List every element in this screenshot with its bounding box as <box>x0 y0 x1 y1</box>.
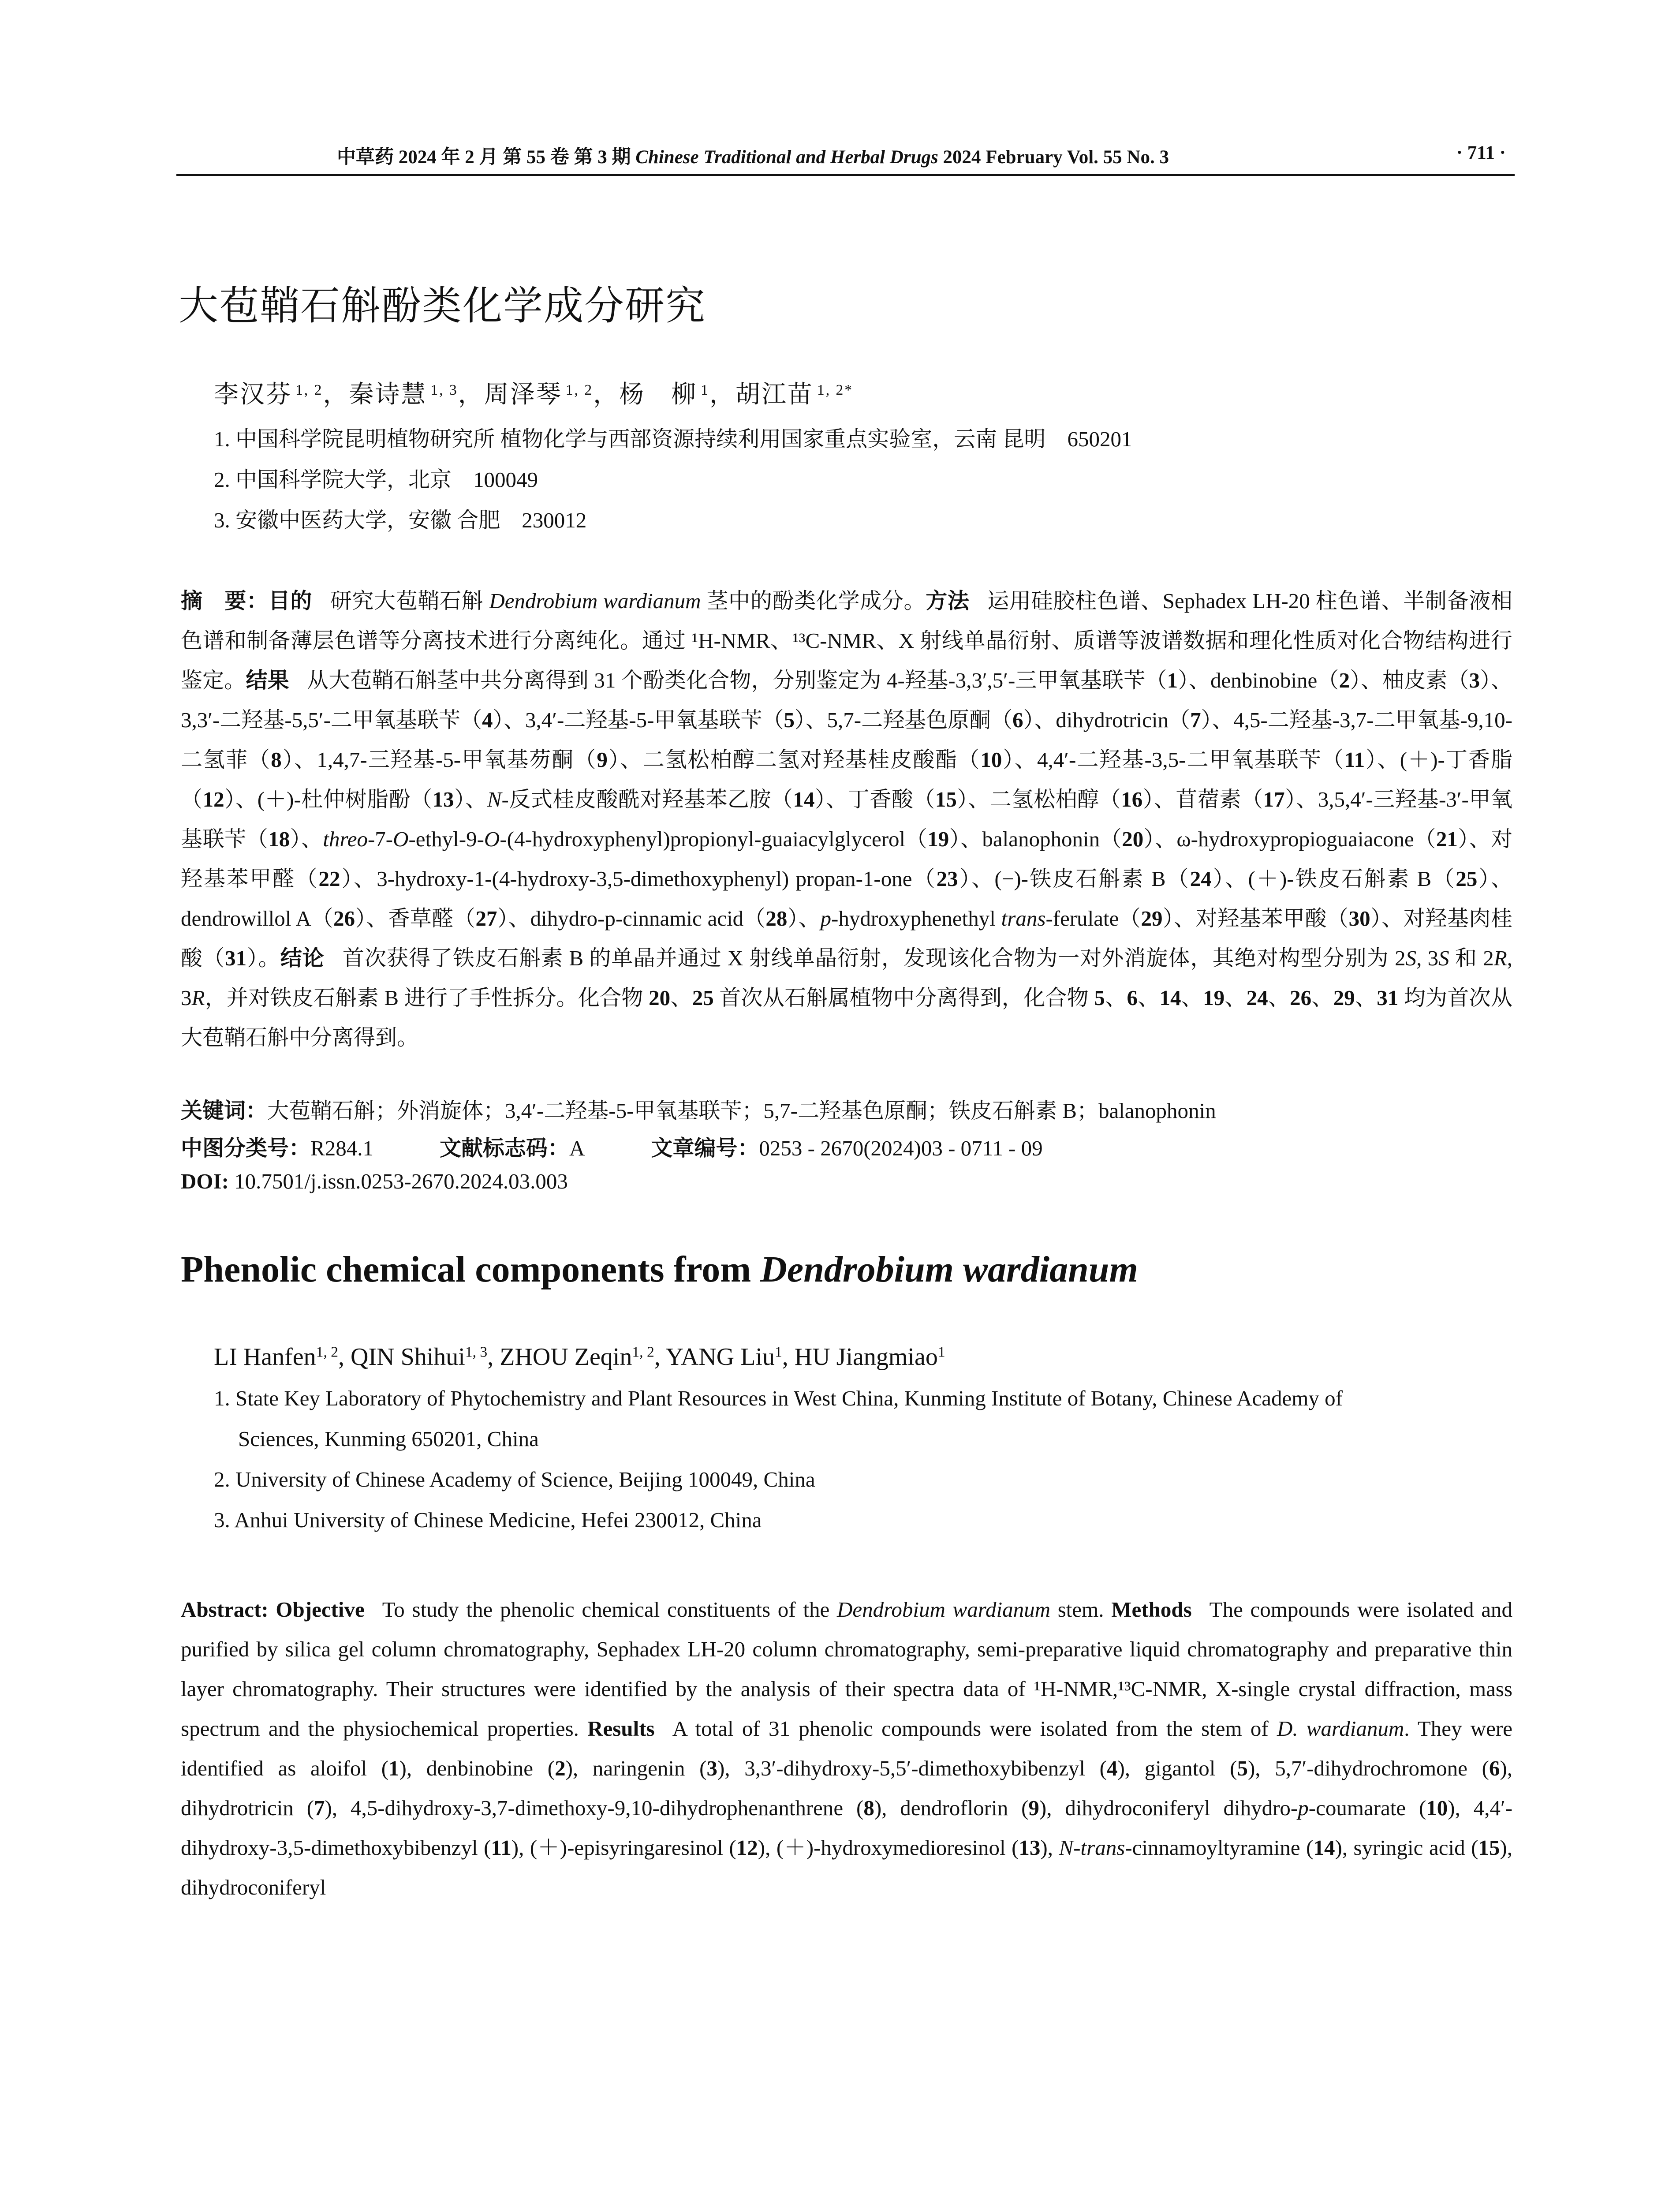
author-affiliation-mark: 1, 3 <box>430 381 458 398</box>
affiliations-en <box>214 1378 1519 1540</box>
affiliation-item: 2. University of Chinese Academy of Science, Beijing 100049, China <box>214 1467 815 1491</box>
results-text: ）、对羟基苯甲酸（ <box>1162 906 1349 931</box>
title-en-plain: Phenolic chemical components from <box>181 1249 761 1290</box>
abstract-en-bold: 12 <box>736 1835 758 1860</box>
abstract-en-text: -cinnamoyltyramine ( <box>1125 1835 1314 1860</box>
conclusion-italic: S <box>1405 946 1417 970</box>
results-text: ）、香草醛（ <box>355 906 476 931</box>
results-bold: 30 <box>1348 906 1370 931</box>
author-affiliation-mark: 1, 2 <box>295 381 323 398</box>
results-bold: 2 <box>1339 668 1350 692</box>
author-separator: , <box>487 1343 500 1371</box>
conclusion-bold: 29 <box>1333 986 1355 1010</box>
results-bold: 4 <box>482 708 493 732</box>
abstract-en-italic: p <box>1298 1796 1309 1820</box>
journal-name-en: Chinese Traditional and Herbal Drugs <box>635 147 938 168</box>
conclusion-italic: R <box>1493 946 1507 970</box>
author-separator: , <box>654 1343 666 1371</box>
results-bold: 10 <box>980 747 1002 772</box>
conclusion-bold: 14 <box>1159 986 1181 1010</box>
results-text: -ferulate（ <box>1045 906 1141 931</box>
conclusion-bold: 20 <box>649 986 671 1010</box>
abstract-en-bold: 5 <box>1237 1756 1248 1780</box>
doc-code-label: 文献标志码： <box>439 1136 569 1161</box>
results-bold: 20 <box>1122 827 1144 851</box>
abstract-en-bold: 15 <box>1478 1835 1500 1860</box>
results-bold: 23 <box>936 867 958 891</box>
affiliations-cn <box>214 419 1132 541</box>
results-text: ）、3,4′-二羟基-5-甲氧基联苄（ <box>493 708 784 732</box>
results-text: ）、4,5-二羟基-3,7-二甲氧基-9,10-二氢菲（ <box>181 708 1512 772</box>
abstract-en-bold: Abstract: Objective <box>181 1597 365 1622</box>
author-name: 胡江苗 <box>735 381 814 408</box>
conclusion-bold: 25 <box>692 986 714 1010</box>
conclusion-text: ，并对铁皮石斛素 B 进行了手性拆分。化合物 <box>205 986 649 1010</box>
results-text: ）、balanophonin（ <box>949 827 1122 851</box>
article-no-value: 0253 - 2670(2024)03 - 0711 - 09 <box>759 1136 1043 1160</box>
results-text: ）、4,4′-二羟基-3,5-二甲氧基联苄（ <box>1002 747 1344 772</box>
results-text: ）、1,4,7-三羟基-5-甲氧基芴酮（ <box>281 747 597 772</box>
conclusion-text: 首次获得了铁皮石斛素 B 的单晶并通过 X 射线单晶衍射，发现该化合物为一对外消旋体，其绝对构型分别为 2 <box>342 946 1406 970</box>
doi-link[interactable]: 10.7501/j.issn.0253-2670.2024.03.003 <box>234 1169 568 1193</box>
conclusion-text: , 3 <box>181 946 1512 1010</box>
results-text: -反式桂皮酸酰对羟基苯乙胺（ <box>501 787 793 811</box>
abstract-en <box>181 1590 1512 1907</box>
conclusion-text: 、 <box>1225 986 1247 1010</box>
results-label-cn: 结果 <box>246 668 289 693</box>
abstract-en-text: ), 5,7′-dihydrochromone ( <box>1247 1756 1489 1780</box>
results-text: ）、5,7-二羟基色原酮（ <box>795 708 1013 732</box>
objective-part: 研究大苞鞘石斛 <box>330 589 489 613</box>
results-bold: 31 <box>225 946 247 970</box>
abstract-en-bold: 10 <box>1426 1796 1448 1820</box>
abstract-en-bold: Methods <box>1111 1597 1192 1622</box>
author-name: QIN Shihui <box>351 1343 465 1371</box>
conclusion-text-cn <box>181 946 1512 1050</box>
abstract-en-text: ), naringenin ( <box>565 1756 707 1780</box>
conclusion-italic: R <box>191 986 205 1010</box>
results-text: -7- <box>367 827 393 851</box>
results-bold: 12 <box>202 787 224 811</box>
author-separator: ， <box>323 381 349 408</box>
doi-line <box>181 1169 568 1194</box>
abstract-en-text: -coumarate ( <box>1308 1796 1426 1820</box>
conclusion-label-cn: 结论 <box>280 946 325 971</box>
results-text: ）、(−)-铁皮石斛素 B（ <box>958 867 1190 891</box>
page-number: · 711 · <box>1456 142 1506 163</box>
abstract-en-bold: 8 <box>863 1796 874 1820</box>
results-bold: 5 <box>784 708 795 732</box>
author-affiliation-mark: 1, 2 <box>316 1344 339 1360</box>
conclusion-text: 均为首次从大苞鞘石斛中分离得到。 <box>181 986 1512 1050</box>
results-italic: N <box>487 787 502 811</box>
results-bold: 19 <box>927 827 949 851</box>
results-text: ）、苜蓿素（ <box>1142 787 1263 811</box>
keywords-text: 大苞鞘石斛；外消旋体；3,4′-二羟基-5-甲氧基联苄；5,7-二羟基色原酮；铁皮石斛素 B；balanophonin <box>267 1099 1216 1123</box>
author-name: 杨 柳 <box>619 381 698 408</box>
abstract-en-italic: Dendrobium wardianum <box>836 1597 1050 1622</box>
results-bold: 18 <box>268 827 290 851</box>
author-separator: ， <box>593 381 620 408</box>
conclusion-text: 、 <box>1105 986 1127 1010</box>
abstract-en-text: ), dihydroconiferyl <box>181 1835 1512 1899</box>
conclusion-bold: 24 <box>1246 986 1268 1010</box>
issue-en: 2024 February Vol. 55 No. 3 <box>943 147 1169 168</box>
author-separator: ， <box>709 381 735 408</box>
results-text-cn <box>181 668 1512 970</box>
conclusion-text: 、 <box>1311 986 1333 1010</box>
conclusion-bold: 5 <box>1094 986 1105 1010</box>
author-affiliation-mark: 1, 2* <box>817 381 854 398</box>
affiliation-item: Sciences, Kunming 650201, China <box>238 1427 539 1451</box>
results-text: ）、dihydrotricin（ <box>1023 708 1191 732</box>
abstract-en-text: ), (＋)-hydroxymedioresinol ( <box>758 1835 1019 1860</box>
doi-label: DOI: <box>181 1169 229 1193</box>
conclusion-text: 、 <box>1268 986 1290 1010</box>
results-bold: 3 <box>1469 668 1480 692</box>
conclusion-text: 、 <box>1355 986 1377 1010</box>
abstract-en-text: ), 4,5-dihydroxy-3,7-dimethoxy-9,10-dihydrophenanthrene ( <box>325 1796 864 1820</box>
title-en-italic: Dendrobium wardianum <box>760 1249 1138 1290</box>
abstract-en-bold: Results <box>587 1716 655 1741</box>
results-bold: 8 <box>271 747 282 772</box>
results-text: ）、 <box>290 827 323 851</box>
objective-part: 茎中的酚类化学成分。 <box>701 589 926 613</box>
results-text: 从大苞鞘石斛茎中共分离得到 31 个酚类化合物，分别鉴定为 4-羟基-3,3′,5′-三甲氧基联苄（ <box>306 668 1167 692</box>
abstract-en-bold: 7 <box>314 1796 325 1820</box>
abstract-en-text: stem. <box>1050 1597 1112 1622</box>
author-affiliation-mark: 1 <box>774 1344 782 1360</box>
abstract-en-text: ), gigantol ( <box>1117 1756 1237 1780</box>
author-separator: ， <box>458 381 484 408</box>
results-bold: 25 <box>1456 867 1478 891</box>
abstract-en-text: ), syringic acid ( <box>1335 1835 1478 1860</box>
abstract-en-bold: 9 <box>1028 1796 1039 1820</box>
author-name: ZHOU Zeqin <box>500 1343 632 1371</box>
journal-name-cn: 中草药 <box>337 146 394 168</box>
results-bold: 16 <box>1121 787 1143 811</box>
results-bold: 27 <box>475 906 497 931</box>
author-affiliation-mark: 1, 3 <box>465 1344 488 1360</box>
author-name: YANG Liu <box>665 1343 775 1371</box>
conclusion-bold: 19 <box>1203 986 1225 1010</box>
results-text: -hydroxyphenethyl <box>831 906 1001 931</box>
classification-line <box>181 1131 1043 1162</box>
results-text: ）、ω-hydroxypropioguaiacone（ <box>1143 827 1436 851</box>
results-text: ）、(＋)-杜仲树脂酚（ <box>224 787 433 811</box>
results-text: ）、(＋)-铁皮石斛素 B（ <box>1211 867 1456 891</box>
journal-line <box>176 142 1329 169</box>
author-name: LI Hanfen <box>214 1343 316 1371</box>
author-affiliation-mark: 1 <box>937 1344 945 1360</box>
article-no-label: 文章编号： <box>651 1136 759 1161</box>
results-text: ）、dihydro-p-cinnamic acid（ <box>497 906 766 931</box>
results-text: ）、二氢松柏醇二氢对羟基桂皮酸酯（ <box>607 747 981 772</box>
conclusion-text: 和 2 <box>1449 946 1494 970</box>
results-bold: 21 <box>1436 827 1458 851</box>
abstract-en-text: To study the phenolic chemical constituents of the <box>382 1597 837 1622</box>
results-bold: 15 <box>935 787 957 811</box>
results-text: ）、对羟基苯甲醛（ <box>181 827 1512 891</box>
results-text: ）、(＋)-丁香脂（ <box>181 747 1512 811</box>
abstract-en-bold: 4 <box>1106 1756 1118 1780</box>
conclusion-text: 、 <box>1181 986 1203 1010</box>
paper-title-cn: 大苞鞘石斛酚类化学成分研究 <box>179 283 706 329</box>
author-name: 李汉芬 <box>214 381 292 408</box>
abstract-en-text: ), dihydroconiferyl dihydro- <box>1039 1796 1298 1820</box>
species-name: Dendrobium wardianum <box>489 589 701 613</box>
conclusion-text: 、 <box>670 986 692 1010</box>
author-affiliation-mark: 1 <box>701 381 709 398</box>
results-text: ）、denbinobine（ <box>1178 668 1339 692</box>
paper-title-en <box>181 1248 1138 1291</box>
conclusion-text: 、 <box>1137 986 1160 1010</box>
author-affiliation-mark: 1, 2 <box>632 1344 654 1360</box>
results-text: ）、dendrowillol A（ <box>181 867 1512 931</box>
abstract-en-text: A total of 31 phenolic compounds were isolated from the stem of <box>672 1716 1277 1741</box>
author-name: HU Jiangmiao <box>794 1343 938 1371</box>
abstract-en-bold: 2 <box>555 1756 566 1780</box>
results-bold: 26 <box>333 906 355 931</box>
abstract-en-text: ), 3,3′-dihydroxy-5,5′-dimethoxybibenzyl ( <box>717 1756 1107 1780</box>
results-bold: 6 <box>1012 708 1023 732</box>
objective-text-cn <box>330 589 926 613</box>
results-bold: 13 <box>432 787 454 811</box>
conclusion-bold: 6 <box>1127 986 1138 1010</box>
abstract-en-bold: 1 <box>388 1756 399 1780</box>
results-text: ）、 <box>454 787 487 811</box>
issue-cn: 2024 年 2 月 第 55 卷 第 3 期 <box>398 147 631 168</box>
methods-text-cn: 运用硅胶柱色谱、Sephadex LH-20 柱色谱、半制备液相色谱和制备薄层色谱等分离技术进行分离纯化。通过 ¹H-NMR、¹³C-NMR、X 射线单晶衍射、质谱等波谱数据和理化性质对化合物结构进行鉴定。 <box>181 589 1512 692</box>
affiliation-item: 3. 安徽中医药大学，安徽 合肥 230012 <box>214 508 587 532</box>
keywords-label: 关键词： <box>181 1098 268 1123</box>
results-bold: 22 <box>318 867 340 891</box>
abstract-en-text: ), dendroflorin ( <box>874 1796 1029 1820</box>
abstract-en-text: ), <box>1040 1835 1059 1860</box>
doc-code-value: A <box>569 1136 585 1160</box>
header-rule <box>176 174 1515 176</box>
conclusion-bold: 26 <box>1290 986 1312 1010</box>
results-italic: O <box>484 827 500 851</box>
results-bold: 7 <box>1190 708 1201 732</box>
results-italic: trans <box>1001 906 1046 931</box>
results-bold: 14 <box>793 787 815 811</box>
results-text: ）、二氢松柏醇（ <box>956 787 1121 811</box>
results-bold: 29 <box>1141 906 1163 931</box>
conclusion-bold: 31 <box>1377 986 1399 1010</box>
results-bold: 9 <box>597 747 608 772</box>
conclusion-text: 首次从石斛属植物中分离得到，化合物 <box>713 986 1094 1010</box>
conclusion-text: , 3 <box>1416 946 1439 970</box>
results-text: -(4-hydroxyphenyl)propionyl-guaiacylglycerol（ <box>500 827 928 851</box>
abstract-en-bold: 13 <box>1019 1835 1041 1860</box>
affiliation-item: 1. 中国科学院昆明植物研究所 植物化学与西部资源持续利用国家重点实验室，云南 昆明 650201 <box>214 427 1132 451</box>
results-text: ）、3,3′-二羟基-5,5′-二甲氧基联苄（ <box>181 668 1512 732</box>
affiliation-item: 1. State Key Laboratory of Phytochemistry and Plant Resources in West China, Kunming Institute of Botany, Chinese Academy of <box>214 1386 1343 1410</box>
results-bold: 11 <box>1344 747 1365 772</box>
abstract-en-bold: 11 <box>491 1835 511 1860</box>
author-separator: , <box>338 1343 351 1371</box>
author-list-cn <box>214 375 853 410</box>
keywords-cn <box>181 1094 1216 1125</box>
abstract-en-text: ), denbinobine ( <box>399 1756 555 1780</box>
results-text: ）、3,5,4′-三羟基-3′-甲氧基联苄（ <box>181 787 1512 851</box>
methods-label-cn: 方法 <box>926 588 970 613</box>
results-italic: threo <box>323 827 368 851</box>
abstract-en-text: ), dihydrotricin ( <box>181 1756 1513 1820</box>
author-separator: , <box>782 1343 795 1371</box>
abstract-en-bold: 3 <box>706 1756 717 1780</box>
abstract-en-text: The compounds were isolated and purified by silica gel column chromatography, Sephadex LH-20 column chromatography, semi-preparative liquid chromatography and preparative thin layer chromatography. Their structures were identified by the analysis of their spectra data of ¹H-NMR,¹³C-NMR, X-single crystal diffraction, mass spectrum and the physiochemical properties. <box>181 1597 1513 1741</box>
abstract-en-text: ), (＋)-episyringaresinol ( <box>511 1835 736 1860</box>
abstract-label-cn: 摘 要： <box>181 588 269 613</box>
results-text: ）、柚皮素（ <box>1350 668 1469 692</box>
results-text: -ethyl-9- <box>408 827 484 851</box>
affiliation-item: 3. Anhui University of Chinese Medicine, Hefei 230012, China <box>214 1508 762 1532</box>
objective-label-cn: 目的 <box>268 588 313 613</box>
class-value: R284.1 <box>310 1136 373 1160</box>
results-italic: O <box>393 827 409 851</box>
running-header <box>176 142 1515 173</box>
results-bold: 1 <box>1167 668 1178 692</box>
abstract-cn <box>181 581 1512 1058</box>
class-label: 中图分类号： <box>181 1136 311 1161</box>
results-bold: 17 <box>1263 787 1285 811</box>
results-text: ）、3-hydroxy-1-(4-hydroxy-3,5-dimethoxyphenyl) propan-1-one（ <box>340 867 937 891</box>
abstract-en-italic: N-trans <box>1059 1835 1125 1860</box>
results-text: ）、 <box>787 906 821 931</box>
results-bold: 28 <box>765 906 788 931</box>
author-list-en <box>214 1343 945 1371</box>
results-italic: p <box>820 906 831 931</box>
abstract-en-text: ), 4,4′-dihydroxy-3,5-dimethoxybibenzyl ( <box>181 1796 1513 1860</box>
abstract-en-bold: 14 <box>1313 1835 1335 1860</box>
abstract-en-bold: 6 <box>1489 1756 1500 1780</box>
abstract-en-text: . They were identified as aloifol ( <box>181 1716 1513 1780</box>
author-name: 周泽琴 <box>484 381 562 408</box>
results-bold: 24 <box>1190 867 1212 891</box>
affiliation-item: 2. 中国科学院大学，北京 100049 <box>214 467 538 492</box>
conclusion-italic: S <box>1438 946 1449 970</box>
abstract-en-italic: D. wardianum <box>1277 1716 1404 1741</box>
results-text: ）。 <box>246 946 280 970</box>
author-affiliation-mark: 1, 2 <box>565 381 594 398</box>
results-text: ）、对羟基肉桂酸（ <box>181 906 1512 970</box>
results-text: ）、丁香酸（ <box>814 787 935 811</box>
author-name: 秦诗慧 <box>349 381 427 408</box>
